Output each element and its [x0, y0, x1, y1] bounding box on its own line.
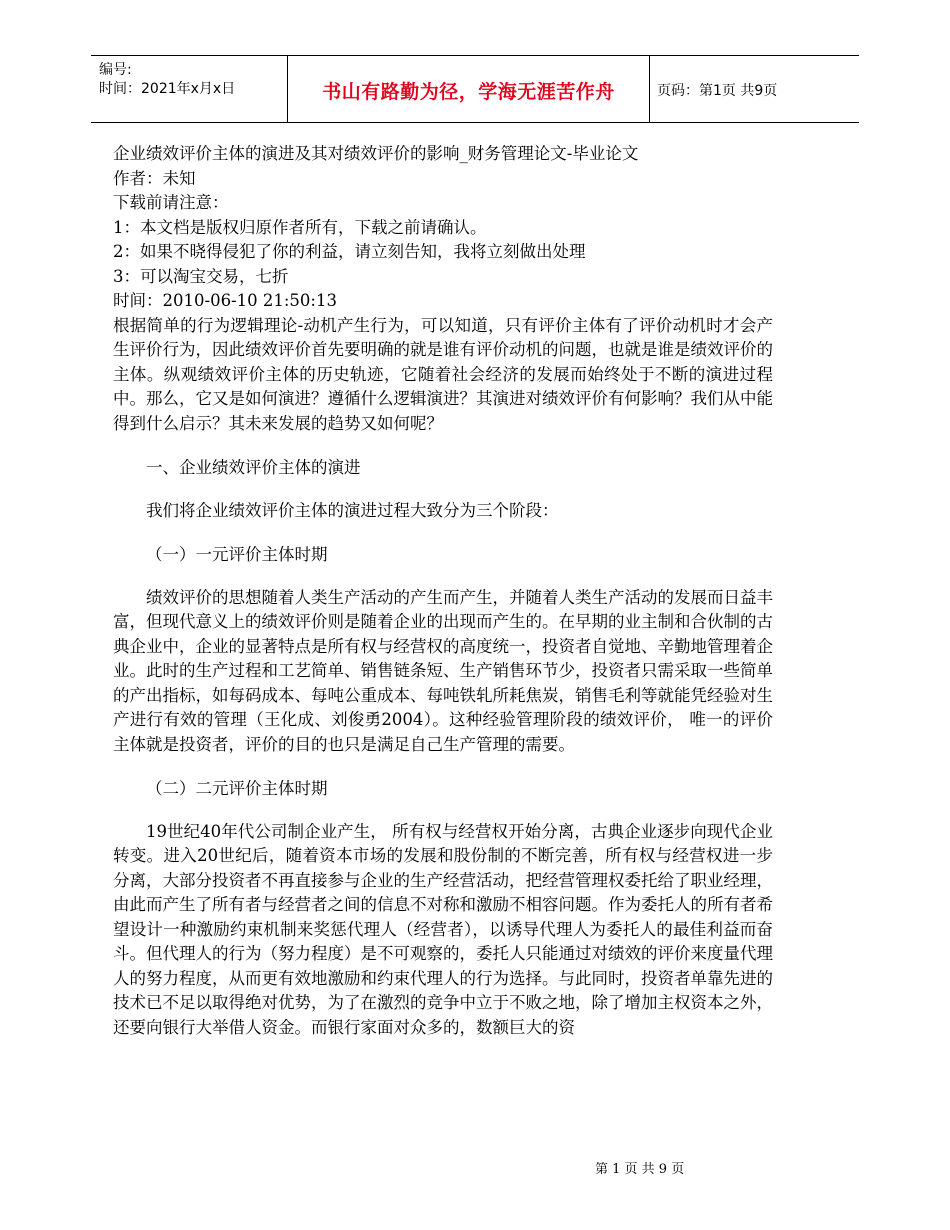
- section-heading: 一、企业绩效评价主体的演进: [146, 458, 361, 477]
- header-right-cell: [649, 56, 859, 122]
- subsection-1-paragraph: 绩效评价的思想随着人类生产活动的产生而产生，并随着人类生产活动的发展而日益丰富，但现代意义上的绩效评价则是随着企业的出现而产生的。在早期的业主制和合伙制的古典企业中，企业的显著特点是所有权与经营权的高度统一，投资者自觉地、辛勤地管理着企业。此时的生产过程和工艺简单、销售链条短、生产销售环节少，投资者只需采取一些简单的产出指标，如每码成本、每吨公重成本、每吨铁轧所耗焦炭，销售毛利等就能凭经验对生产进行有效的管理（王化成、刘俊勇2004）。这种经验管理阶段的绩效评价， 唯一的评价主体就是投资者，评价的目的也只是满足自己生产管理的需要。: [113, 587, 773, 754]
- header-left-cell: [91, 56, 287, 122]
- page-footer: 第 1 页 共 9 页: [595, 1162, 685, 1177]
- document-time-label: 时间：2021年x月x日: [99, 81, 236, 97]
- intro-paragraph: 根据简单的行为逻辑理论-动机产生行为，可以知道，只有评价主体有了评价动机时才会产生评价行为，因此绩效评价首先要明确的就是谁有评价动机的问题，也就是谁是绩效评价的主体。纵观绩效评价主体的历史轨迹，它随着社会经济的发展而始终处于不断的演进过程中。那么，它又是如何演进？遵循什么逻辑演进？其演进对绩效评价有何影响？我们从中能得到什么启示？其未来发展的趋势又如何呢？: [113, 315, 773, 433]
- subsection-2-paragraph: 19世纪40年代公司制企业产生， 所有权与经营权开始分离，古典企业逐步向现代企业转变。进入20世纪后，随着资本市场的发展和股份制的不断完善，所有权与经营权进一步分离，大部分投资者不再直接参与企业的生产经营活动，把经营管理权委托给了职业经理，由此而产生了所有者与经营者之间的信息不对称和激励不相容问题。作为委托人的所有者希望设计一种激励约束机制来奖惩代理人（经营者），以诱导代理人为委托人的最佳利益而奋斗。但代理人的行为（努力程度）是不可观察的，委托人只能通过对绩效的评价来度量代理人的努力程度，从而更有效地激励和约束代理人的行为选择。与此同时，投资者单靠先进的技术已不足以取得绝对优势，为了在激烈的竞争中立于不败之地，除了增加主权资本之外，还要向银行大举借人资金。而银行家面对众多的，数额巨大的资: [113, 821, 773, 1037]
- notice-item-3: 3：可以淘宝交易，七折: [113, 266, 289, 286]
- document-author: 作者：未知: [113, 168, 196, 188]
- subsection-heading-1: （一）一元评价主体时期: [146, 545, 328, 564]
- section-intro-paragraph: 我们将企业绩效评价主体的演进过程大致分为三个阶段：: [146, 500, 559, 520]
- document-number-label: 编号:: [99, 62, 132, 78]
- header-center-cell: [287, 56, 650, 122]
- document-time: 时间：2010-06-10 21:50:13: [113, 291, 337, 310]
- document-title: 企业绩效评价主体的演进及其对绩效评价的影响_财务管理论文-毕业论文: [113, 144, 639, 163]
- subsection-heading-2: （二）二元评价主体时期: [146, 779, 328, 798]
- notice-item-2: 2：如果不晓得侵犯了你的利益，请立刻告知，我将立刻做出处理: [113, 242, 586, 261]
- page-header: [91, 55, 859, 123]
- notice-title: 下载前请注意：: [113, 193, 229, 212]
- document-body: [113, 142, 773, 1040]
- header-motto: 书山有路勤为径，学海无涯苦作舟: [322, 81, 615, 103]
- header-page-info: 页码：第1页 共9页: [657, 83, 778, 99]
- notice-item-1: 1：本文档是版权归原作者所有，下载之前请确认。: [113, 217, 487, 237]
